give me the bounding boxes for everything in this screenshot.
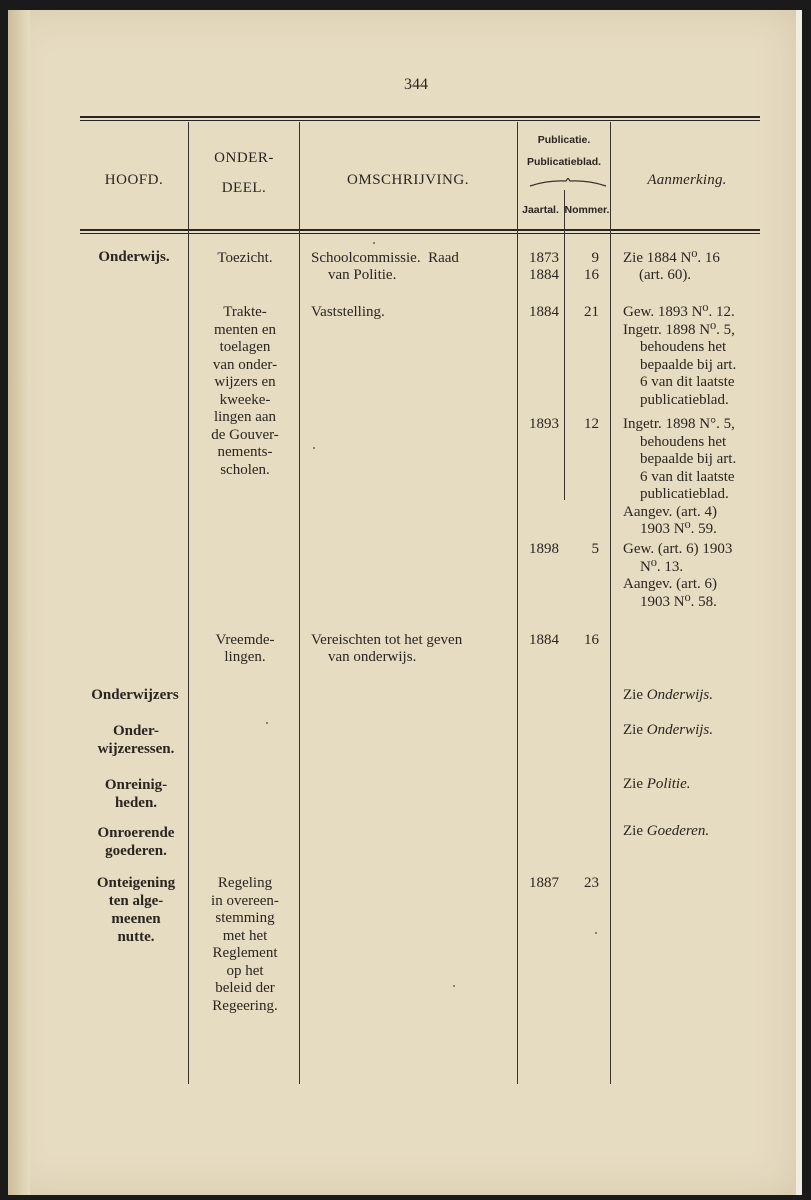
onderdeel-line: stemming	[215, 910, 275, 926]
scan-speck	[453, 985, 455, 987]
top-rule-thin	[80, 120, 760, 121]
aanmerking-line: publicatieblad.	[640, 391, 729, 408]
vreemdelingen-jaartal: 1884	[529, 632, 559, 648]
aanmerking-line: Aangev. (art. 4)	[623, 503, 717, 520]
hoofd-line: goederen.	[105, 843, 167, 859]
zie-word: Zie	[623, 776, 643, 792]
onreinigheden-aanmerking	[623, 776, 765, 794]
vreemdelingen-omschrijving-line2: van onderwijs.	[328, 649, 417, 665]
entry-onteigening-hoofd	[80, 874, 192, 946]
zie-reference: Politie.	[646, 776, 691, 792]
onteigening-onderdeel	[192, 875, 298, 1015]
toezicht-jaartal-2: 1884	[529, 267, 559, 283]
onderdeel-line: in overeen-	[211, 892, 279, 909]
aanmerking-line: 1903 N⁰. 59.	[640, 521, 717, 537]
scan-speck	[595, 932, 597, 934]
column-divider-2	[299, 122, 300, 1084]
hoofd-line: meenen	[111, 911, 161, 927]
traktementen-line: menten en	[213, 321, 277, 338]
page-number: 344	[404, 76, 428, 93]
zie-reference: Goederen.	[646, 823, 710, 839]
traktementen-line: kweeke-	[219, 391, 271, 408]
top-rule-thick	[80, 116, 760, 118]
toezicht-onderdeel: Toezicht.	[217, 250, 273, 266]
hoofd-line: Onder-	[112, 723, 160, 739]
aanmerking-line: behoudens het	[640, 339, 727, 355]
aanmerking-line: N⁰. 13.	[640, 558, 684, 575]
header-onderdeel-line1: ONDER-	[214, 150, 274, 166]
traktementen-line: scholen.	[220, 461, 270, 478]
brace-divider	[528, 178, 608, 188]
traktementen-nommer-2: 12	[584, 416, 599, 432]
onderdeel-line: Regeling	[217, 875, 273, 891]
traktementen-jaartal-1: 1884	[529, 304, 559, 320]
traktementen-line: Trakte-	[223, 304, 267, 320]
hoofd-line: Onreinig-	[104, 777, 168, 793]
traktementen-aanmerking-3	[623, 541, 765, 611]
traktementen-line: lingen aan	[213, 409, 277, 425]
traktementen-aanmerking-1	[623, 304, 765, 409]
traktementen-line: de Gouver-	[211, 426, 279, 443]
onroerende-aanmerking	[623, 823, 765, 841]
scan-speck	[373, 242, 375, 244]
entry-onderwijs-hoofd: Onderwijs.	[98, 249, 170, 265]
onteigening-nommer: 23	[584, 875, 599, 891]
zie-reference: Onderwijs.	[646, 687, 714, 703]
header-omschrijving: OMSCHRIJVING.	[347, 172, 469, 188]
hoofd-line: ten alge-	[108, 893, 164, 909]
column-divider-5	[610, 122, 611, 1084]
entry-onderwijzers-hoofd: Onderwijzers	[91, 687, 179, 703]
traktementen-jaartal-2: 1893	[529, 416, 559, 432]
zie-word: Zie	[623, 687, 643, 703]
zie-word: Zie	[623, 823, 643, 839]
vreemdelingen-onderdeel-line2: lingen.	[224, 649, 266, 665]
aanmerking-line: Ingetr. 1898 N⁰. 5,	[623, 321, 735, 338]
traktementen-line: van onder-	[212, 356, 278, 373]
aanmerking-line: 6 van dit laatste	[640, 468, 735, 485]
header-jaartal: Jaartal.	[522, 204, 559, 216]
onderdeel-line: Reglement	[212, 945, 278, 961]
column-divider-4	[564, 190, 565, 500]
entry-onroerende-hoofd	[80, 824, 192, 860]
header-hoofd: HOOFD.	[104, 172, 164, 188]
hoofd-line: Onteigening	[96, 875, 176, 891]
header-publicatieblad: Publicatieblad.	[526, 156, 602, 168]
zie-reference: Onderwijs.	[646, 722, 714, 738]
traktementen-nommer-1: 21	[584, 304, 599, 320]
onteigening-jaartal: 1887	[529, 875, 559, 891]
entry-onderwijzeressen-hoofd	[80, 722, 192, 758]
header-rule-thin	[80, 233, 760, 234]
header-onderdeel-line2: DEEL.	[221, 180, 267, 196]
hoofd-line: nutte.	[117, 929, 155, 945]
traktementen-omschrijving: Vaststelling.	[311, 304, 385, 320]
aanmerking-line: bepaalde bij art.	[640, 356, 737, 373]
header-nommer: Nommer.	[564, 204, 610, 216]
vreemdelingen-omschrijving-line1: Vereischten tot het geven	[311, 632, 463, 648]
toezicht-aanmerking-line1: Zie 1884 N⁰. 16	[623, 250, 720, 266]
vreemdelingen-nommer: 16	[584, 632, 599, 648]
traktementen-line: nements-	[217, 444, 273, 460]
onderdeel-line: Regeering.	[212, 997, 278, 1014]
onderdeel-line: met het	[222, 927, 268, 944]
aanmerking-line: behoudens het	[640, 433, 727, 450]
toezicht-aanmerking-line2: (art. 60).	[639, 267, 692, 283]
hoofd-line: heden.	[114, 795, 158, 811]
aanmerking-line: Ingetr. 1898 N°. 5,	[623, 416, 735, 432]
aanmerking-line: 1903 N⁰. 58.	[640, 593, 717, 610]
aanmerking-line: bepaalde bij art.	[640, 451, 737, 467]
onderwijzers-aanmerking	[623, 687, 765, 705]
aanmerking-line: 6 van dit laatste	[640, 374, 735, 390]
header-rule-thick	[80, 229, 760, 231]
traktementen-line: wijzers en	[214, 374, 276, 390]
toezicht-omschrijving-line2: van Politie.	[328, 267, 397, 283]
toezicht-nommer-1: 9	[591, 250, 599, 266]
toezicht-nommer-2: 16	[584, 267, 599, 283]
hoofd-line: Onroerende	[97, 825, 175, 841]
document-page	[8, 10, 796, 1195]
aanmerking-line: Aangev. (art. 6)	[623, 576, 717, 592]
aanmerking-line: publicatieblad.	[640, 486, 729, 502]
toezicht-omschrijving-line1: Schoolcommissie. Raad	[311, 250, 459, 266]
aanmerking-line: Gew. (art. 6) 1903	[623, 541, 733, 557]
traktementen-line: toelagen	[219, 339, 271, 355]
traktementen-aanmerking-2	[623, 416, 765, 539]
header-publicatie: Publicatie.	[537, 134, 591, 146]
header-aanmerking: Aanmerking.	[647, 172, 727, 188]
toezicht-jaartal-1: 1873	[529, 250, 559, 266]
scan-speck	[266, 722, 268, 724]
traktementen-jaartal-3: 1898	[529, 541, 559, 557]
aanmerking-line: Gew. 1893 N⁰. 12.	[623, 304, 735, 320]
onderwijzeressen-aanmerking	[623, 722, 765, 740]
entry-onreinigheden-hoofd	[80, 776, 192, 812]
page-spine-shadow	[8, 10, 30, 1195]
page-edge	[796, 10, 802, 1195]
onderdeel-line: op het	[226, 962, 264, 979]
traktementen-onderdeel	[192, 304, 298, 479]
traktementen-nommer-3: 5	[591, 541, 599, 557]
zie-word: Zie	[623, 722, 643, 738]
hoofd-line: wijzeressen.	[97, 741, 175, 757]
scan-speck	[313, 447, 315, 449]
vreemdelingen-onderdeel-line1: Vreemde-	[215, 632, 275, 648]
onderdeel-line: beleid der	[215, 980, 275, 996]
